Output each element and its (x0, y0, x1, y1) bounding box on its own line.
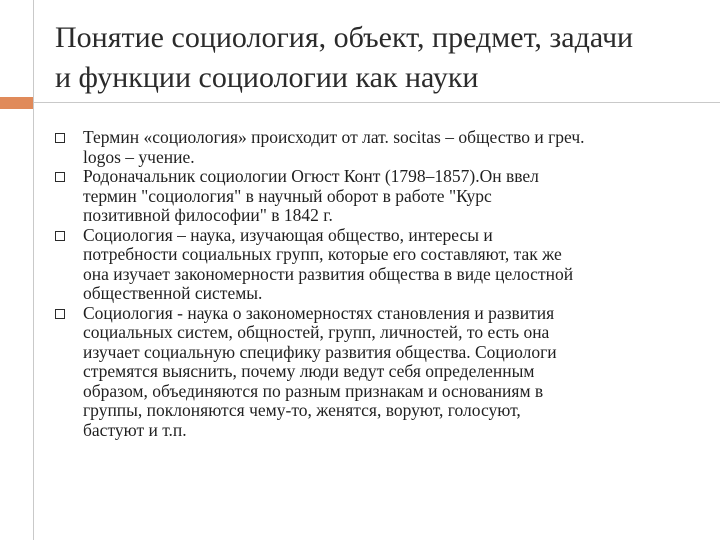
square-bullet-icon (55, 309, 65, 319)
left-vertical-rule (33, 0, 34, 540)
bullet-list (55, 128, 695, 440)
bullet-item (55, 304, 695, 441)
bullet-text-line: термин "социология" в научный оборот в работе "Курс (83, 185, 492, 206)
bullet-text-line: бастуют и т.п. (83, 419, 187, 440)
slide-title-line: и функции социологии как науки (55, 61, 479, 94)
bullet-text-line: стремятся выяснить, почему люди ведут себя определенным (83, 361, 535, 381)
bullet-item (55, 167, 695, 226)
bullet-text-line: позитивной философии" в 1842 г. (83, 205, 333, 225)
square-bullet-icon (55, 133, 65, 143)
bullet-text-line: группы, поклоняются чему-то, женятся, воруют, голосуют, (83, 400, 521, 420)
slide-title-line: Понятие социология, объект, предмет, задачи (55, 21, 634, 54)
bullet-text-line: образом, объединяются по разным признакам и основаниям в (83, 380, 544, 401)
bullet-text-line: она изучает закономерности развития общества в виде целостной (83, 263, 574, 284)
bullet-item (55, 226, 695, 304)
bullet-text-line: потребности социальных групп, которые его составляют, так же (83, 244, 562, 264)
slide-title (55, 18, 705, 98)
bullet-text-line: общественной системы. (83, 283, 263, 303)
bullet-text-line: социальных систем, общностей, групп, личностей, то есть она (83, 322, 550, 342)
bullet-text-line: Термин «социология» происходит от лат. socitas – общество и греч. (83, 127, 585, 147)
bullet-item (55, 128, 695, 167)
bullet-text-line: Социология - наука о закономерностях становления и развития (83, 302, 555, 323)
square-bullet-icon (55, 172, 65, 182)
bullet-text-line: изучает социальную специфику развития общества. Социологи (83, 341, 557, 362)
bullet-text-line: logos – учение. (83, 146, 195, 167)
bullet-text-line: Родоначальник социологии Огюст Конт (1798–1857).Он ввел (83, 166, 539, 186)
bullet-text-line: Социология – наука, изучающая общество, интересы и (83, 224, 493, 245)
title-divider (33, 102, 720, 103)
square-bullet-icon (55, 231, 65, 241)
accent-marker (0, 97, 33, 109)
